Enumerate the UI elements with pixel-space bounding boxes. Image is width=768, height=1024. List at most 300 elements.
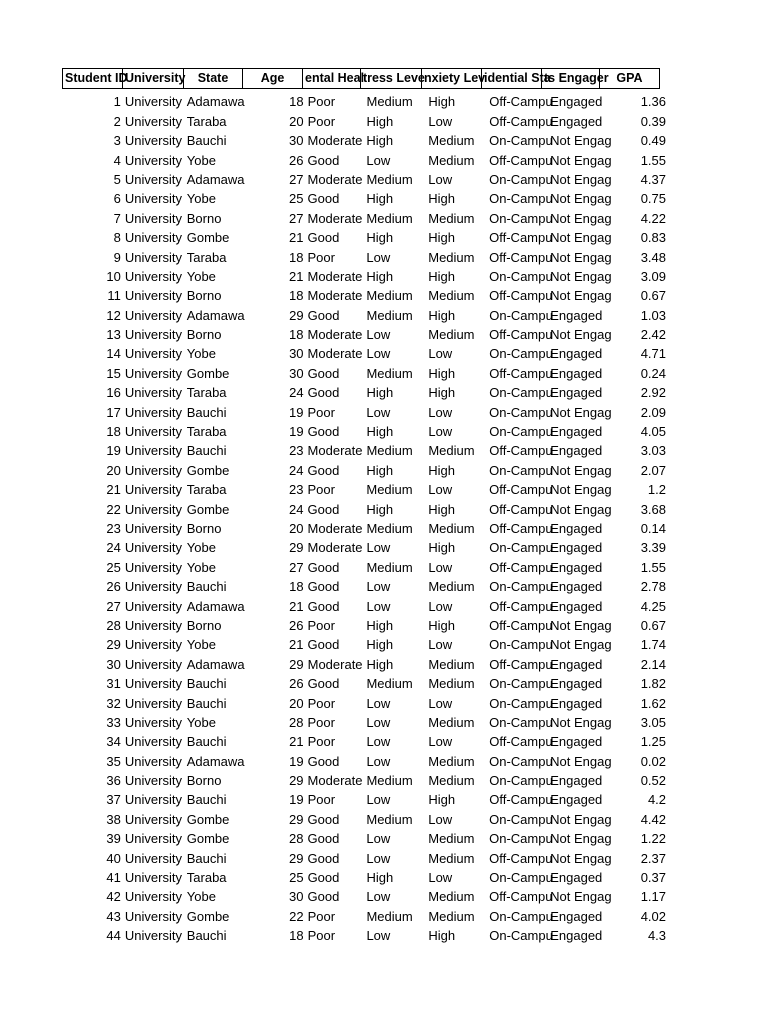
university-cell[interactable]: University	[124, 133, 182, 149]
anxiety-level-cell[interactable]: High	[428, 94, 456, 110]
gpa-cell[interactable]: 0.24	[640, 365, 667, 381]
anxiety-level-cell[interactable]: Low	[428, 404, 453, 420]
anxiety-level-cell[interactable]: High	[428, 307, 456, 323]
university-cell[interactable]: University	[124, 928, 182, 944]
age-cell[interactable]: 29	[289, 850, 304, 866]
state-cell[interactable]: Yobe	[186, 191, 216, 207]
student-id-cell[interactable]: 7	[113, 210, 121, 226]
age-cell[interactable]: 30	[289, 365, 304, 381]
residential-status-cell[interactable]: On-Campu	[489, 268, 553, 284]
anxiety-level-cell[interactable]: High	[428, 501, 455, 517]
engagement-cell[interactable]: Not Engag	[550, 210, 612, 226]
gpa-cell[interactable]: 0.75	[640, 191, 666, 207]
age-cell[interactable]: 18	[289, 249, 304, 265]
gpa-cell[interactable]: 0.39	[640, 113, 667, 129]
gpa-cell[interactable]: 4.3	[647, 928, 667, 944]
anxiety-level-cell[interactable]: Medium	[428, 579, 475, 595]
residential-status-cell[interactable]: Off-Campu	[489, 482, 553, 498]
age-cell[interactable]: 19	[289, 404, 304, 420]
gpa-cell[interactable]: 4.02	[640, 908, 667, 924]
mental-health-cell[interactable]: Poor	[307, 734, 336, 750]
residential-status-cell[interactable]: On-Campu	[489, 753, 553, 769]
age-cell[interactable]: 27	[289, 559, 304, 575]
engagement-cell[interactable]: Not Engag	[550, 327, 612, 343]
anxiety-level-cell[interactable]: Low	[428, 559, 453, 575]
age-cell[interactable]: 20	[289, 113, 304, 129]
stress-level-cell[interactable]: High	[366, 133, 394, 149]
residential-status-cell[interactable]: On-Campu	[489, 462, 553, 478]
residential-status-cell[interactable]: On-Campu	[489, 811, 553, 827]
mental-health-cell[interactable]: Moderate	[307, 210, 363, 226]
stress-level-cell[interactable]: Low	[366, 928, 391, 944]
stress-level-cell[interactable]: High	[366, 424, 394, 440]
residential-status-cell[interactable]: Off-Campu	[489, 249, 553, 265]
stress-level-cell[interactable]: Low	[366, 792, 391, 808]
anxiety-level-cell[interactable]: Medium	[428, 152, 475, 168]
residential-status-cell[interactable]: Off-Campu	[489, 113, 553, 129]
stress-level-cell[interactable]: Medium	[366, 365, 413, 381]
age-cell[interactable]: 23	[289, 443, 304, 459]
state-cell[interactable]: Bauchi	[186, 133, 227, 149]
gpa-cell[interactable]: 2.92	[640, 385, 667, 401]
engagement-cell[interactable]: Not Engag	[550, 850, 612, 866]
university-cell[interactable]: University	[124, 268, 182, 284]
header-mental-health[interactable]: ental Heal	[302, 68, 361, 89]
mental-health-cell[interactable]: Good	[307, 559, 340, 575]
residential-status-cell[interactable]: Off-Campu	[489, 559, 553, 575]
gpa-cell[interactable]: 1.74	[640, 637, 666, 653]
gpa-cell[interactable]: 0.52	[640, 773, 667, 789]
stress-level-cell[interactable]: Low	[366, 695, 391, 711]
gpa-cell[interactable]: 1.55	[640, 152, 666, 168]
residential-status-cell[interactable]: On-Campu	[489, 928, 553, 944]
stress-level-cell[interactable]: Low	[366, 734, 391, 750]
gpa-cell[interactable]: 2.37	[640, 850, 666, 866]
stress-level-cell[interactable]: Medium	[366, 307, 413, 323]
mental-health-cell[interactable]: Moderate	[307, 288, 363, 304]
university-cell[interactable]: University	[124, 191, 182, 207]
engagement-cell[interactable]: Engaged	[550, 908, 603, 924]
age-cell[interactable]: 21	[289, 230, 304, 246]
university-cell[interactable]: University	[124, 656, 182, 672]
residential-status-cell[interactable]: On-Campu	[489, 676, 553, 692]
anxiety-level-cell[interactable]: Medium	[428, 753, 475, 769]
residential-status-cell[interactable]: Off-Campu	[489, 230, 553, 246]
stress-level-cell[interactable]: High	[366, 462, 394, 478]
age-cell[interactable]: 24	[289, 501, 304, 517]
state-cell[interactable]: Bauchi	[186, 928, 227, 944]
state-cell[interactable]: Yobe	[186, 559, 216, 575]
stress-level-cell[interactable]: Low	[366, 404, 391, 420]
residential-status-cell[interactable]: On-Campu	[489, 404, 553, 420]
age-cell[interactable]: 26	[289, 617, 304, 633]
residential-status-cell[interactable]: On-Campu	[489, 637, 553, 653]
stress-level-cell[interactable]: Low	[366, 579, 391, 595]
age-cell[interactable]: 27	[289, 210, 304, 226]
student-id-cell[interactable]: 19	[106, 443, 121, 459]
engagement-cell[interactable]: Not Engag	[550, 404, 612, 420]
gpa-cell[interactable]: 0.67	[640, 288, 667, 304]
mental-health-cell[interactable]: Poor	[307, 695, 336, 711]
engagement-cell[interactable]: Engaged	[550, 792, 603, 808]
student-id-cell[interactable]: 11	[107, 288, 121, 304]
student-id-cell[interactable]: 30	[106, 656, 121, 672]
anxiety-level-cell[interactable]: Low	[428, 598, 453, 614]
mental-health-cell[interactable]: Poor	[307, 404, 335, 420]
age-cell[interactable]: 24	[289, 462, 304, 478]
gpa-cell[interactable]: 3.48	[640, 249, 666, 265]
state-cell[interactable]: Yobe	[186, 889, 216, 905]
stress-level-cell[interactable]: High	[366, 617, 394, 633]
anxiety-level-cell[interactable]: Low	[428, 171, 453, 187]
student-id-cell[interactable]: 13	[106, 327, 121, 343]
residential-status-cell[interactable]: On-Campu	[489, 695, 553, 711]
age-cell[interactable]: 27	[289, 171, 304, 187]
mental-health-cell[interactable]: Good	[307, 152, 340, 168]
engagement-cell[interactable]: Not Engag	[550, 889, 612, 905]
student-id-cell[interactable]: 27	[106, 598, 121, 614]
student-id-cell[interactable]: 14	[106, 346, 121, 362]
university-cell[interactable]: University	[124, 831, 182, 847]
university-cell[interactable]: University	[124, 850, 182, 866]
anxiety-level-cell[interactable]: Low	[428, 811, 453, 827]
stress-level-cell[interactable]: Medium	[366, 908, 413, 924]
gpa-cell[interactable]: 0.67	[640, 617, 666, 633]
age-cell[interactable]: 18	[289, 94, 304, 110]
stress-level-cell[interactable]: Medium	[366, 443, 413, 459]
anxiety-level-cell[interactable]: Medium	[428, 773, 475, 789]
engagement-cell[interactable]: Not Engag	[550, 637, 612, 653]
anxiety-level-cell[interactable]: Low	[428, 734, 453, 750]
state-cell[interactable]: Gombe	[186, 365, 230, 381]
engagement-cell[interactable]: Engaged	[550, 113, 603, 129]
engagement-cell[interactable]: Engaged	[550, 928, 603, 944]
gpa-cell[interactable]: 3.39	[640, 540, 667, 556]
student-id-cell[interactable]: 25	[106, 559, 121, 575]
mental-health-cell[interactable]: Moderate	[307, 346, 363, 362]
student-id-cell[interactable]: 31	[106, 676, 121, 692]
student-id-cell[interactable]: 16	[106, 385, 121, 401]
gpa-cell[interactable]: 4.2	[647, 792, 667, 808]
anxiety-level-cell[interactable]: High	[428, 540, 456, 556]
gpa-cell[interactable]: 4.22	[640, 210, 667, 226]
student-id-cell[interactable]: 21	[106, 482, 121, 498]
mental-health-cell[interactable]: Good	[307, 191, 340, 207]
engagement-cell[interactable]: Not Engag	[550, 230, 612, 246]
engagement-cell[interactable]: Engaged	[550, 365, 603, 381]
university-cell[interactable]: University	[124, 753, 182, 769]
stress-level-cell[interactable]: High	[366, 870, 394, 886]
gpa-cell[interactable]: 1.2	[647, 482, 666, 498]
engagement-cell[interactable]: Engaged	[550, 734, 603, 750]
gpa-cell[interactable]: 0.83	[640, 230, 666, 246]
anxiety-level-cell[interactable]: High	[428, 385, 456, 401]
student-id-cell[interactable]: 35	[106, 753, 121, 769]
university-cell[interactable]: University	[124, 540, 182, 556]
engagement-cell[interactable]: Engaged	[550, 676, 603, 692]
state-cell[interactable]: Bauchi	[186, 443, 227, 459]
residential-status-cell[interactable]: Off-Campu	[489, 617, 553, 633]
stress-level-cell[interactable]: Low	[366, 753, 391, 769]
state-cell[interactable]: Gombe	[186, 230, 230, 246]
anxiety-level-cell[interactable]: Medium	[428, 288, 475, 304]
anxiety-level-cell[interactable]: Medium	[428, 249, 475, 265]
header-stress-level[interactable]: tress Leve	[360, 68, 422, 89]
state-cell[interactable]: Yobe	[186, 637, 216, 653]
anxiety-level-cell[interactable]: Medium	[428, 714, 475, 730]
state-cell[interactable]: Adamawa	[186, 171, 245, 187]
residential-status-cell[interactable]: On-Campu	[489, 171, 553, 187]
state-cell[interactable]: Bauchi	[186, 579, 227, 595]
student-id-cell[interactable]: 41	[106, 870, 121, 886]
university-cell[interactable]: University	[124, 94, 182, 110]
student-id-cell[interactable]: 9	[113, 249, 121, 265]
mental-health-cell[interactable]: Poor	[307, 792, 336, 808]
header-university[interactable]: University	[122, 68, 184, 89]
stress-level-cell[interactable]: Low	[366, 831, 391, 847]
anxiety-level-cell[interactable]: High	[428, 617, 455, 633]
anxiety-level-cell[interactable]: Medium	[428, 327, 475, 343]
age-cell[interactable]: 18	[289, 327, 304, 343]
state-cell[interactable]: Gombe	[186, 831, 230, 847]
mental-health-cell[interactable]: Good	[307, 365, 340, 381]
residential-status-cell[interactable]: On-Campu	[489, 424, 553, 440]
university-cell[interactable]: University	[124, 579, 182, 595]
university-cell[interactable]: University	[124, 773, 182, 789]
residential-status-cell[interactable]: On-Campu	[489, 714, 553, 730]
residential-status-cell[interactable]: Off-Campu	[489, 792, 553, 808]
university-cell[interactable]: University	[124, 346, 182, 362]
residential-status-cell[interactable]: On-Campu	[489, 385, 553, 401]
stress-level-cell[interactable]: Medium	[366, 210, 413, 226]
anxiety-level-cell[interactable]: Low	[428, 346, 453, 362]
mental-health-cell[interactable]: Poor	[307, 908, 336, 924]
engagement-cell[interactable]: Not Engag	[550, 714, 612, 730]
age-cell[interactable]: 19	[289, 424, 304, 440]
age-cell[interactable]: 18	[289, 928, 304, 944]
state-cell[interactable]: Adamawa	[186, 753, 245, 769]
mental-health-cell[interactable]: Good	[307, 579, 340, 595]
residential-status-cell[interactable]: On-Campu	[489, 870, 553, 886]
gpa-cell[interactable]: 0.02	[640, 753, 667, 769]
engagement-cell[interactable]: Engaged	[550, 307, 603, 323]
stress-level-cell[interactable]: Medium	[366, 288, 413, 304]
header-anxiety-level[interactable]: nxiety Lev	[421, 68, 482, 89]
stress-level-cell[interactable]: High	[366, 501, 394, 517]
university-cell[interactable]: University	[124, 249, 182, 265]
state-cell[interactable]: Taraba	[186, 424, 227, 440]
mental-health-cell[interactable]: Good	[307, 637, 340, 653]
header-gpa[interactable]: GPA	[599, 68, 660, 89]
anxiety-level-cell[interactable]: Low	[428, 424, 453, 440]
engagement-cell[interactable]: Engaged	[550, 520, 603, 536]
age-cell[interactable]: 21	[289, 598, 304, 614]
engagement-cell[interactable]: Not Engag	[550, 831, 612, 847]
student-id-cell[interactable]: 38	[106, 811, 121, 827]
residential-status-cell[interactable]: Off-Campu	[489, 288, 553, 304]
state-cell[interactable]: Bauchi	[186, 792, 227, 808]
mental-health-cell[interactable]: Poor	[307, 482, 335, 498]
gpa-cell[interactable]: 4.71	[640, 346, 667, 362]
age-cell[interactable]: 28	[289, 714, 304, 730]
stress-level-cell[interactable]: High	[366, 268, 394, 284]
state-cell[interactable]: Adamawa	[186, 656, 245, 672]
stress-level-cell[interactable]: High	[366, 113, 394, 129]
gpa-cell[interactable]: 1.03	[640, 307, 666, 323]
residential-status-cell[interactable]: Off-Campu	[489, 152, 553, 168]
anxiety-level-cell[interactable]: High	[428, 268, 456, 284]
age-cell[interactable]: 23	[289, 482, 304, 498]
engagement-cell[interactable]: Not Engag	[550, 501, 612, 517]
residential-status-cell[interactable]: Off-Campu	[489, 327, 553, 343]
stress-level-cell[interactable]: High	[366, 191, 394, 207]
state-cell[interactable]: Yobe	[186, 268, 216, 284]
university-cell[interactable]: University	[124, 811, 182, 827]
residential-status-cell[interactable]: On-Campu	[489, 346, 553, 362]
student-id-cell[interactable]: 5	[113, 171, 121, 187]
mental-health-cell[interactable]: Moderate	[307, 171, 363, 187]
residential-status-cell[interactable]: Off-Campu	[489, 889, 553, 905]
anxiety-level-cell[interactable]: High	[428, 191, 455, 207]
gpa-cell[interactable]: 2.78	[640, 579, 667, 595]
state-cell[interactable]: Yobe	[186, 346, 216, 362]
age-cell[interactable]: 21	[289, 734, 304, 750]
gpa-cell[interactable]: 4.25	[640, 598, 666, 614]
engagement-cell[interactable]: Engaged	[550, 656, 603, 672]
student-id-cell[interactable]: 8	[113, 230, 121, 246]
state-cell[interactable]: Bauchi	[186, 734, 227, 750]
student-id-cell[interactable]: 34	[106, 734, 121, 750]
gpa-cell[interactable]: 0.49	[640, 133, 667, 149]
student-id-cell[interactable]: 20	[106, 462, 121, 478]
stress-level-cell[interactable]: High	[366, 230, 394, 246]
mental-health-cell[interactable]: Good	[307, 850, 340, 866]
age-cell[interactable]: 25	[289, 191, 304, 207]
age-cell[interactable]: 29	[289, 656, 304, 672]
student-id-cell[interactable]: 3	[113, 133, 121, 149]
age-cell[interactable]: 24	[289, 385, 304, 401]
anxiety-level-cell[interactable]: Low	[428, 482, 453, 498]
student-id-cell[interactable]: 4	[113, 152, 121, 168]
anxiety-level-cell[interactable]: Medium	[428, 889, 475, 905]
stress-level-cell[interactable]: Low	[366, 850, 391, 866]
stress-level-cell[interactable]: Medium	[366, 520, 413, 536]
gpa-cell[interactable]: 4.42	[640, 811, 666, 827]
engagement-cell[interactable]: Engaged	[550, 773, 603, 789]
university-cell[interactable]: University	[124, 443, 182, 459]
residential-status-cell[interactable]: On-Campu	[489, 540, 553, 556]
gpa-cell[interactable]: 4.05	[640, 424, 667, 440]
gpa-cell[interactable]: 1.82	[640, 676, 667, 692]
student-id-cell[interactable]: 23	[106, 520, 121, 536]
residential-status-cell[interactable]: Off-Campu	[489, 598, 553, 614]
university-cell[interactable]: University	[124, 889, 182, 905]
university-cell[interactable]: University	[124, 385, 182, 401]
engagement-cell[interactable]: Not Engag	[550, 753, 612, 769]
mental-health-cell[interactable]: Poor	[307, 617, 335, 633]
state-cell[interactable]: Yobe	[186, 152, 216, 168]
state-cell[interactable]: Borno	[186, 520, 222, 536]
student-id-cell[interactable]: 1	[113, 94, 121, 110]
student-id-cell[interactable]: 10	[106, 268, 121, 284]
age-cell[interactable]: 29	[289, 307, 304, 323]
university-cell[interactable]: University	[124, 792, 182, 808]
anxiety-level-cell[interactable]: High	[428, 365, 456, 381]
residential-status-cell[interactable]: On-Campu	[489, 307, 553, 323]
engagement-cell[interactable]: Not Engag	[550, 462, 612, 478]
stress-level-cell[interactable]: Medium	[366, 773, 413, 789]
student-id-cell[interactable]: 39	[106, 831, 121, 847]
university-cell[interactable]: University	[124, 404, 182, 420]
state-cell[interactable]: Bauchi	[186, 850, 227, 866]
state-cell[interactable]: Taraba	[186, 870, 227, 886]
student-id-cell[interactable]: 24	[106, 540, 121, 556]
mental-health-cell[interactable]: Poor	[307, 928, 336, 944]
mental-health-cell[interactable]: Moderate	[307, 327, 363, 343]
student-id-cell[interactable]: 37	[106, 792, 121, 808]
university-cell[interactable]: University	[124, 637, 182, 653]
university-cell[interactable]: University	[124, 908, 182, 924]
student-id-cell[interactable]: 26	[106, 579, 121, 595]
state-cell[interactable]: Taraba	[186, 385, 227, 401]
state-cell[interactable]: Gombe	[186, 811, 230, 827]
residential-status-cell[interactable]: On-Campu	[489, 191, 553, 207]
gpa-cell[interactable]: 0.14	[640, 520, 667, 536]
gpa-cell[interactable]: 4.37	[640, 171, 666, 187]
university-cell[interactable]: University	[124, 327, 182, 343]
age-cell[interactable]: 30	[289, 133, 304, 149]
residential-status-cell[interactable]: Off-Campu	[489, 501, 553, 517]
university-cell[interactable]: University	[124, 617, 182, 633]
engagement-cell[interactable]: Engaged	[550, 540, 603, 556]
student-id-cell[interactable]: 43	[106, 908, 121, 924]
anxiety-level-cell[interactable]: High	[428, 230, 455, 246]
header-students-engagement[interactable]: ts Engager	[541, 68, 600, 89]
stress-level-cell[interactable]: Medium	[366, 559, 413, 575]
residential-status-cell[interactable]: On-Campu	[489, 831, 553, 847]
stress-level-cell[interactable]: Medium	[366, 482, 413, 498]
gpa-cell[interactable]: 1.25	[640, 734, 667, 750]
state-cell[interactable]: Borno	[186, 327, 222, 343]
age-cell[interactable]: 18	[289, 579, 304, 595]
age-cell[interactable]: 29	[289, 540, 304, 556]
anxiety-level-cell[interactable]: Medium	[428, 520, 475, 536]
age-cell[interactable]: 20	[289, 695, 304, 711]
state-cell[interactable]: Borno	[186, 210, 222, 226]
mental-health-cell[interactable]: Good	[307, 676, 340, 692]
state-cell[interactable]: Gombe	[186, 908, 230, 924]
gpa-cell[interactable]: 2.14	[640, 656, 667, 672]
anxiety-level-cell[interactable]: High	[428, 462, 455, 478]
university-cell[interactable]: University	[124, 171, 182, 187]
residential-status-cell[interactable]: Off-Campu	[489, 443, 553, 459]
student-id-cell[interactable]: 40	[106, 850, 121, 866]
anxiety-level-cell[interactable]: Low	[428, 695, 453, 711]
gpa-cell[interactable]: 3.05	[640, 714, 666, 730]
university-cell[interactable]: University	[124, 365, 182, 381]
anxiety-level-cell[interactable]: Low	[428, 870, 453, 886]
mental-health-cell[interactable]: Moderate	[307, 443, 363, 459]
mental-health-cell[interactable]: Poor	[307, 714, 335, 730]
state-cell[interactable]: Borno	[186, 617, 222, 633]
gpa-cell[interactable]: 1.22	[640, 831, 666, 847]
student-id-cell[interactable]: 44	[106, 928, 121, 944]
residential-status-cell[interactable]: Off-Campu	[489, 94, 553, 110]
state-cell[interactable]: Borno	[186, 288, 222, 304]
university-cell[interactable]: University	[124, 424, 182, 440]
engagement-cell[interactable]: Not Engag	[550, 811, 612, 827]
gpa-cell[interactable]: 0.37	[640, 870, 667, 886]
